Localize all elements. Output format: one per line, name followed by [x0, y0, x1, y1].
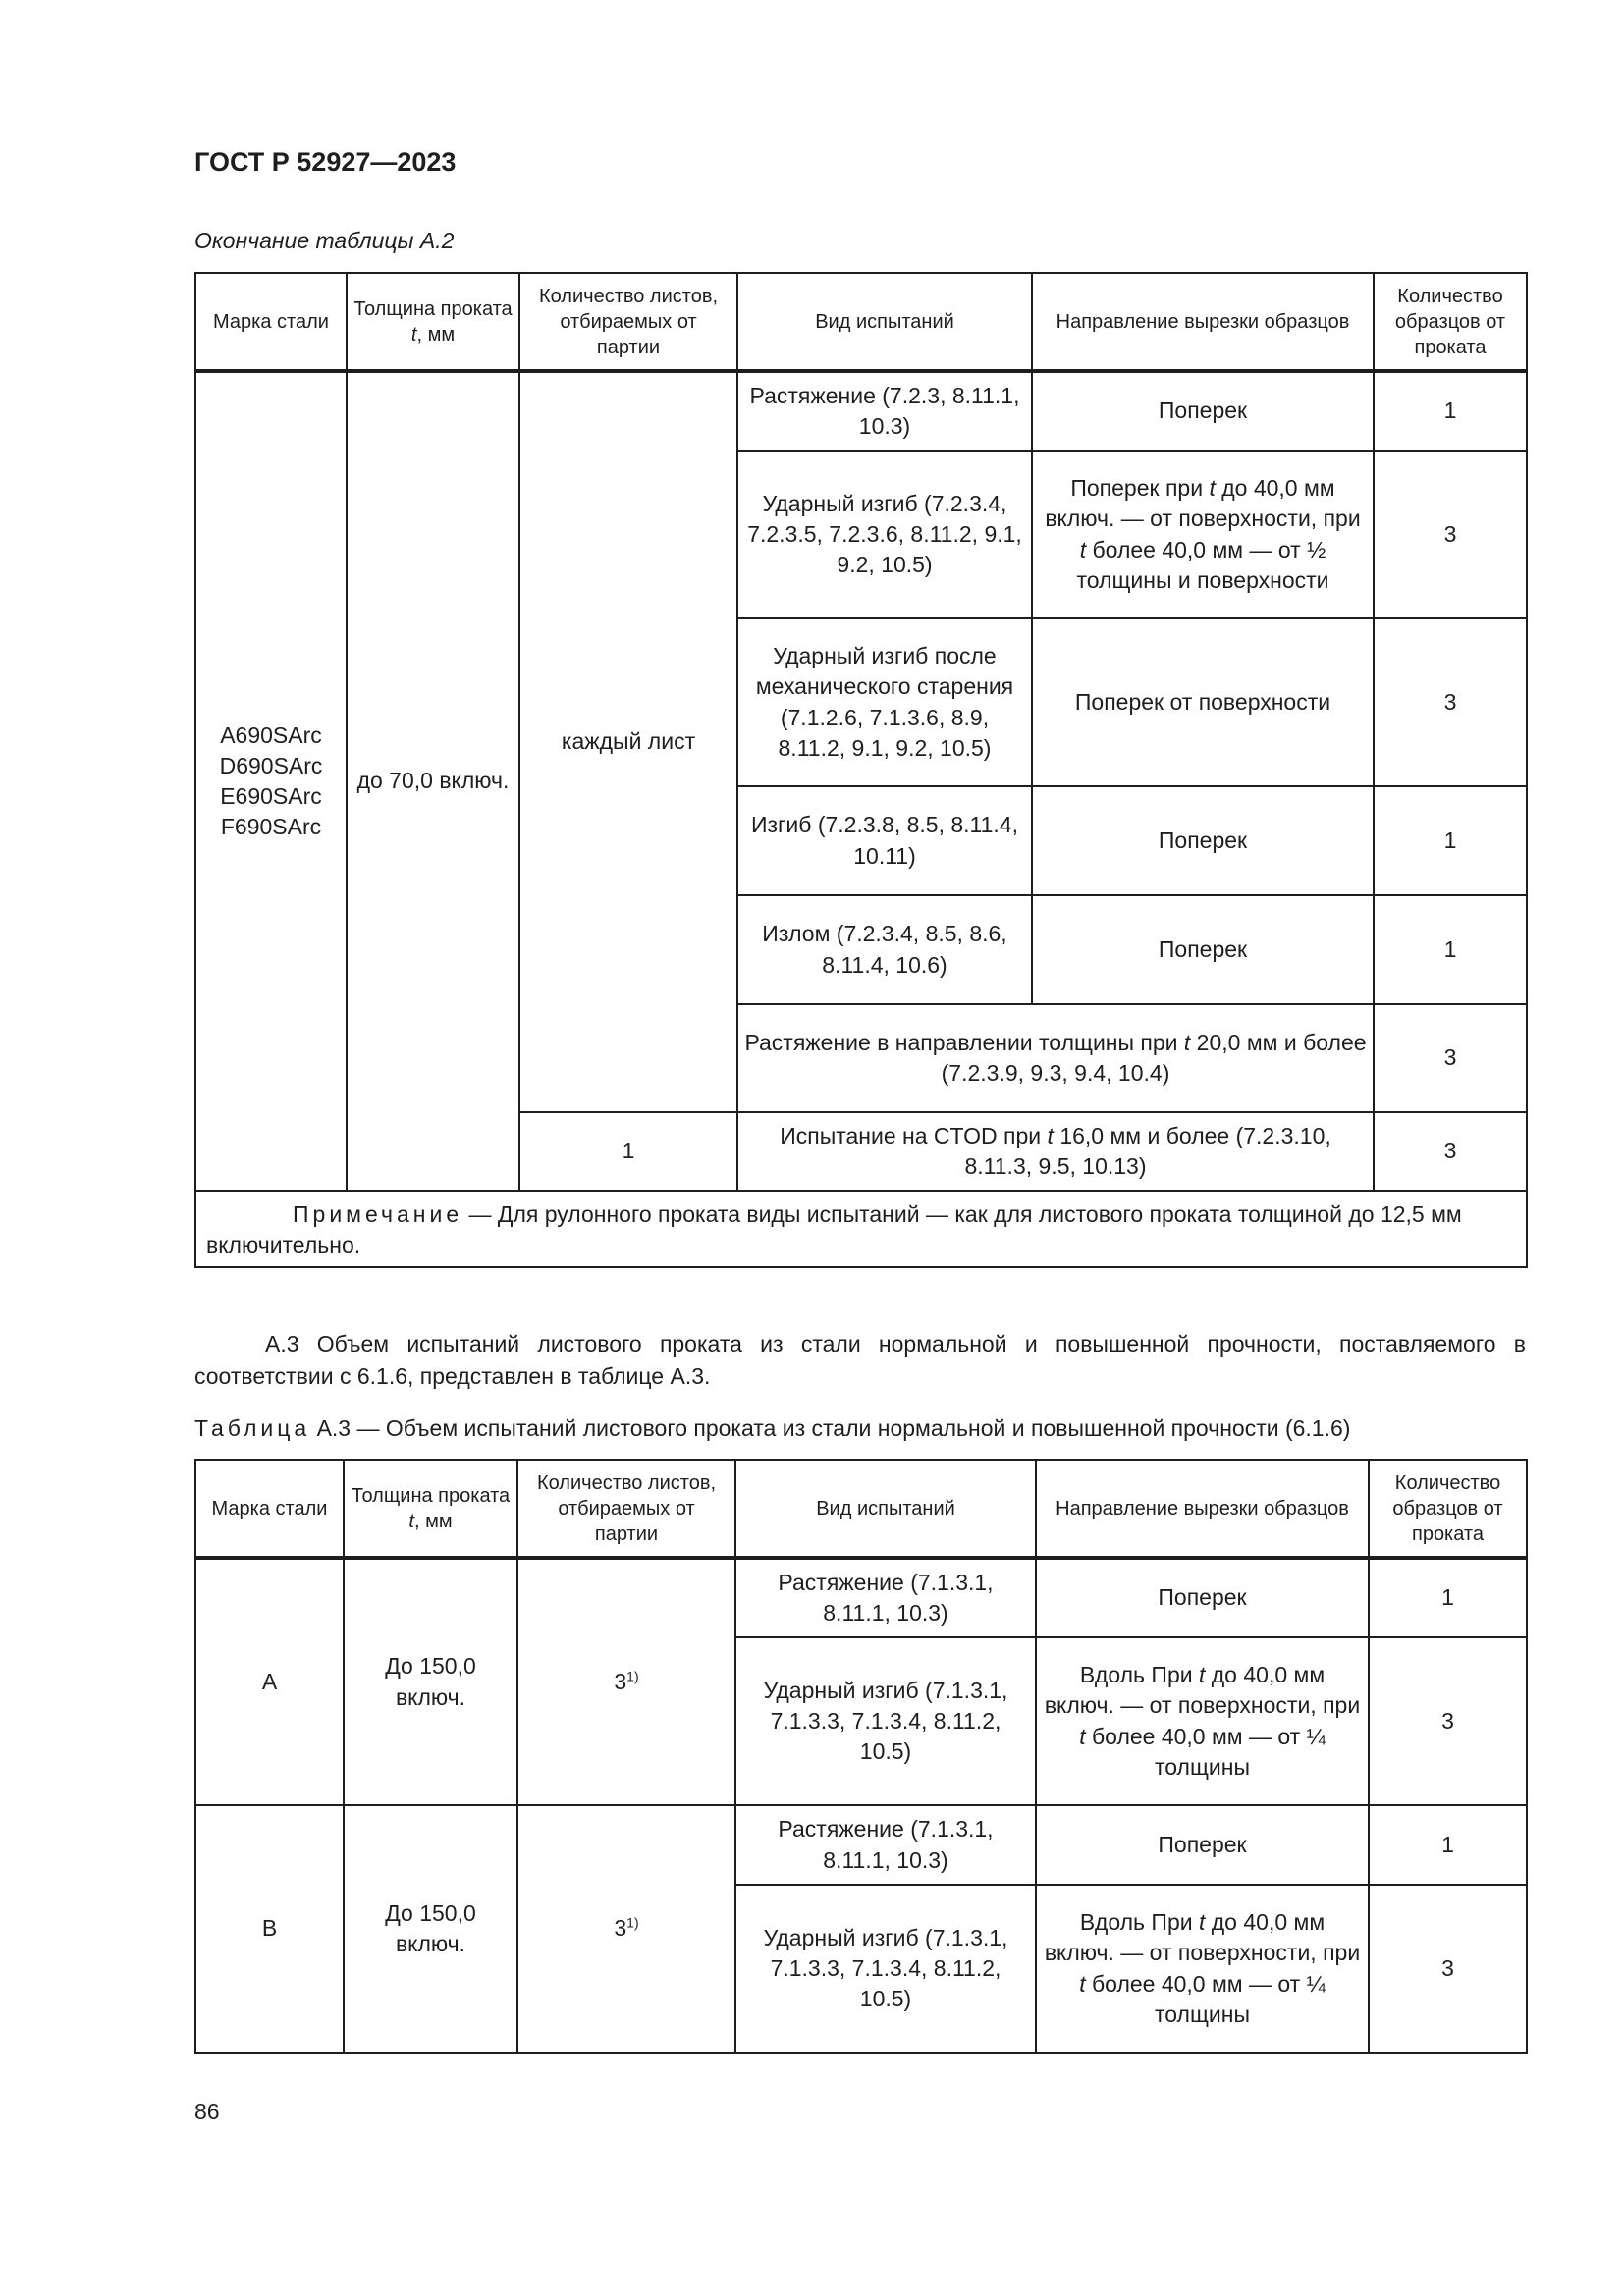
direction-cell: Вдоль При t до 40,0 мм включ. — от поверхности, при t более 40,0 мм — от ¼ толщины: [1036, 1885, 1369, 2053]
count-cell: 1: [1374, 786, 1527, 895]
note-label: Примечание: [293, 1201, 463, 1227]
page-number: 86: [194, 2099, 220, 2124]
count-cell: 1: [1374, 371, 1527, 451]
thickness-cell: До 150,0 включ.: [344, 1805, 517, 2053]
column-header: Количество листов, отбираемых от партии: [519, 273, 737, 371]
table-a3: [194, 1459, 1528, 2054]
steel-grade-cell: A: [195, 1558, 344, 1805]
table-a2-caption: Окончание таблицы А.2: [194, 228, 455, 253]
count-cell: 3: [1369, 1885, 1527, 2053]
document-header: ГОСТ Р 52927—2023: [194, 147, 457, 177]
table-row: [195, 1558, 1527, 1637]
test-cell: Растяжение (7.2.3, 8.11.1, 10.3): [737, 371, 1032, 451]
thickness-cell: До 150,0 включ.: [344, 1558, 517, 1805]
count-cell: 3: [1374, 451, 1527, 618]
direction-cell: Поперек: [1032, 371, 1374, 451]
test-cell: Испытание на CTOD при t 16,0 мм и более (7.2.3.10, 8.11.3, 9.5, 10.13): [737, 1112, 1374, 1191]
table-note-row: [195, 1191, 1527, 1267]
count-cell: 3: [1374, 1112, 1527, 1191]
table-note: [195, 1191, 1527, 1267]
sheets-cell: каждый лист: [519, 371, 737, 1112]
test-cell: Растяжение (7.1.3.1, 8.11.1, 10.3): [735, 1558, 1036, 1637]
sheets-cell: 3$^{1)}$: [517, 1558, 735, 1805]
test-cell: Изгиб (7.2.3.8, 8.5, 8.11.4, 10.11): [737, 786, 1032, 895]
column-header: Вид испытаний: [737, 273, 1032, 371]
test-cell: Ударный изгиб (7.1.3.1, 7.1.3.3, 7.1.3.4, 8.11.2, 10.5): [735, 1885, 1036, 2053]
paragraph-a3: А.3 Объем испытаний листового проката из стали нормальной и повышенной прочности, поставляемого в соответствии с 6.1.6, представлен в таблице А.3.: [194, 1331, 1526, 1390]
table-label: Таблица: [194, 1415, 311, 1441]
count-cell: 3: [1369, 1637, 1527, 1805]
count-cell: 3: [1374, 618, 1527, 786]
direction-cell: Поперек при t до 40,0 мм включ. — от поверхности, при t более 40,0 мм — от ½ толщины и поверхности: [1032, 451, 1374, 618]
table-a3-caption: [194, 1415, 1350, 1442]
test-cell: Ударный изгиб (7.1.3.1, 7.1.3.3, 7.1.3.4, 8.11.2, 10.5): [735, 1637, 1036, 1805]
test-cell: Растяжение (7.1.3.1, 8.11.1, 10.3): [735, 1805, 1036, 1885]
direction-cell: Поперек: [1032, 895, 1374, 1004]
column-header: Толщина проката t, мм: [344, 1460, 517, 1558]
table-title: А.3 — Объем испытаний листового проката из стали нормальной и повышенной прочности (6.1.6): [310, 1415, 1351, 1441]
column-header: Марка стали: [195, 1460, 344, 1558]
column-header: Вид испытаний: [735, 1460, 1036, 1558]
table-a2: [194, 272, 1528, 1268]
table-row: [195, 371, 1527, 451]
direction-cell: Поперек: [1036, 1558, 1369, 1637]
note-text: — Для рулонного проката виды испытаний — как для листового проката толщиной до 12,5 мм включительно.: [206, 1201, 1462, 1258]
sheets-cell: 1: [519, 1112, 737, 1191]
count-cell: 1: [1374, 895, 1527, 1004]
column-header: Количество листов, отбираемых от партии: [517, 1460, 735, 1558]
count-cell: 1: [1369, 1805, 1527, 1885]
steel-grade-cell: B: [195, 1805, 344, 2053]
count-cell: 3: [1374, 1004, 1527, 1112]
test-cell: Растяжение в направлении толщины при t 20,0 мм и более (7.2.3.9, 9.3, 9.4, 10.4): [737, 1004, 1374, 1112]
direction-cell: Поперек: [1032, 786, 1374, 895]
test-cell: Ударный изгиб (7.2.3.4, 7.2.3.5, 7.2.3.6, 8.11.2, 9.1, 9.2, 10.5): [737, 451, 1032, 618]
thickness-cell: до 70,0 включ.: [347, 371, 519, 1191]
column-header: Толщина проката t, мм: [347, 273, 519, 371]
count-cell: 1: [1369, 1558, 1527, 1637]
test-cell: Излом (7.2.3.4, 8.5, 8.6, 8.11.4, 10.6): [737, 895, 1032, 1004]
table-row: [195, 1805, 1527, 1885]
test-cell: Ударный изгиб после механического старения (7.1.2.6, 7.1.3.6, 8.9, 8.11.2, 9.1, 9.2, 10.5): [737, 618, 1032, 786]
direction-cell: Поперек от поверхности: [1032, 618, 1374, 786]
column-header: Марка стали: [195, 273, 347, 371]
column-header: Количество образцов от проката: [1369, 1460, 1527, 1558]
steel-grade-cell: A690SArc D690SArc E690SArc F690SArc: [195, 371, 347, 1191]
column-header: Направление вырезки образцов: [1036, 1460, 1369, 1558]
direction-cell: Поперек: [1036, 1805, 1369, 1885]
column-header: Направление вырезки образцов: [1032, 273, 1374, 371]
sheets-cell: 3$^{1)}$: [517, 1805, 735, 2053]
direction-cell: Вдоль При t до 40,0 мм включ. — от поверхности, при t более 40,0 мм — от ¼ толщины: [1036, 1637, 1369, 1805]
column-header: Количество образцов от проката: [1374, 273, 1527, 371]
